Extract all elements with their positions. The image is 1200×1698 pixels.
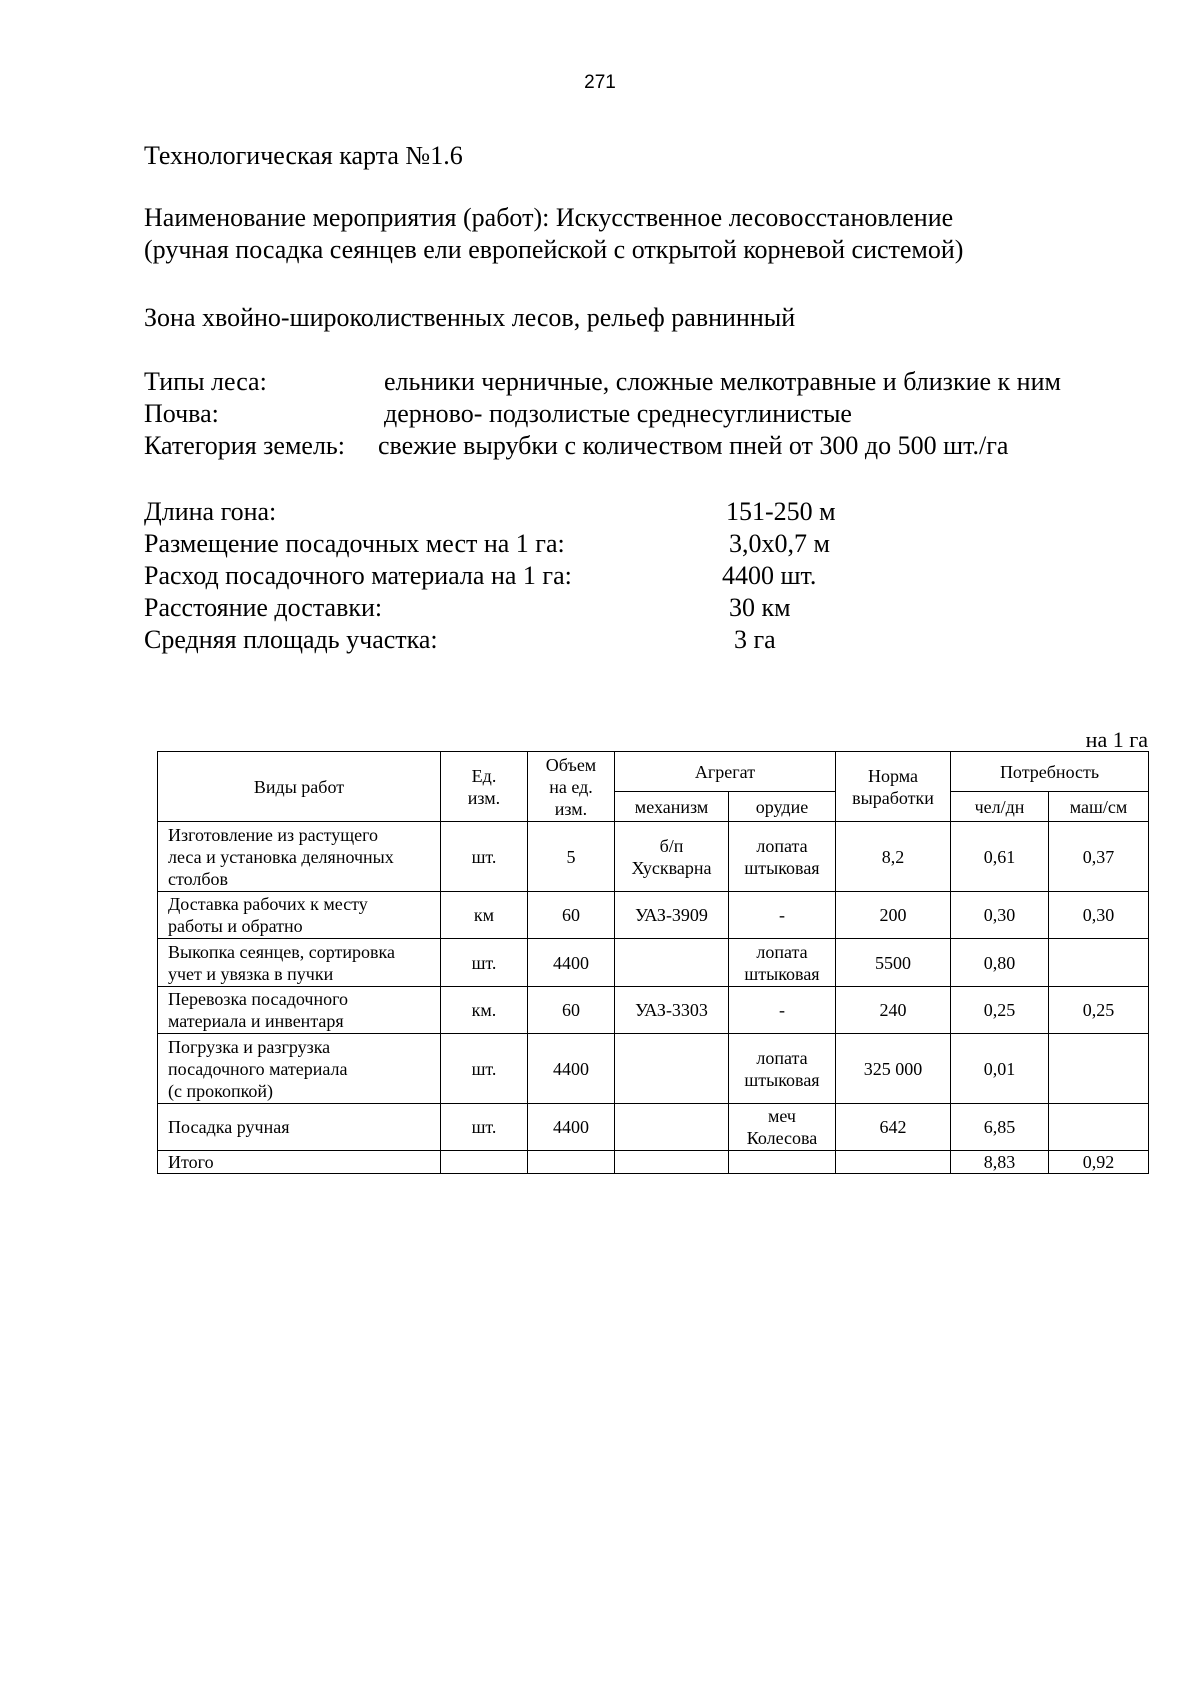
header-aggregate: Агрегат [615, 752, 836, 792]
site-value: дерново- подзолистые среднесуглинистые [384, 399, 852, 428]
site-conditions [144, 366, 1144, 462]
param-row [144, 528, 1044, 560]
param-label: Расстояние доставки: [144, 593, 383, 622]
cell-unit: шт. [441, 1034, 528, 1104]
header-line: изм. [554, 798, 588, 819]
cell-tool [729, 939, 836, 987]
work-table [157, 751, 1149, 1174]
header-line: изм. [467, 787, 501, 808]
site-value: свежие вырубки с количеством пней от 300 до 500 шт./га [378, 431, 1009, 460]
param-row [144, 496, 1044, 528]
cell-machine-shifts: 0,30 [1049, 892, 1149, 939]
cell-empty [441, 1151, 528, 1174]
cell-unit: км. [441, 987, 528, 1034]
cell-mechanism: УАЗ-3909 [615, 892, 729, 939]
param-value: 30 км [729, 593, 791, 622]
site-row-soil [144, 398, 1144, 430]
param-row [144, 624, 1044, 656]
table-row [158, 892, 1149, 939]
cell-machine-shifts [1049, 939, 1149, 987]
cell-line: Перевозка посадочного [168, 989, 349, 1009]
cell-person-days: 0,01 [951, 1034, 1049, 1104]
cell-line: штыковая [744, 963, 820, 984]
cell-line: лопата [756, 941, 808, 962]
header-work-types: Виды работ [158, 752, 441, 822]
cell-machine-shifts [1049, 1104, 1149, 1151]
table-total-row [158, 1151, 1149, 1174]
cell-volume: 60 [528, 892, 615, 939]
cell-empty [836, 1151, 951, 1174]
cell-line: Хускварна [631, 857, 712, 878]
header-line: Объем [545, 754, 597, 775]
cell-line: б/п [659, 835, 684, 856]
cell-person-days: 6,85 [951, 1104, 1049, 1151]
param-label: Расход посадочного материала на 1 га: [144, 561, 572, 590]
param-value: 3,0х0,7 м [729, 529, 830, 558]
cell-line: Погрузка и разгрузка [168, 1036, 331, 1057]
cell-line: леса и установка деляночных [168, 846, 394, 867]
param-label: Средняя площадь участка: [144, 625, 438, 654]
table-row [158, 1034, 1149, 1104]
per-hectare-note: на 1 га [1085, 727, 1148, 752]
table-row [158, 939, 1149, 987]
cell-machine-shifts: 0,37 [1049, 822, 1149, 892]
activity-name-line-1: Наименование мероприятия (работ): Искусственное лесовосстановление [144, 203, 954, 232]
cell-line: (с прокопкой) [168, 1080, 274, 1101]
site-row-forest-types [144, 366, 1144, 398]
cell-line: столбов [168, 868, 229, 889]
site-label: Типы леса: [144, 367, 267, 396]
cell-tool [729, 1104, 836, 1151]
cell-line: Изготовление из растущего [168, 824, 379, 845]
cell-empty [729, 1151, 836, 1174]
site-label: Почва: [144, 399, 219, 428]
cell-machine-shifts [1049, 1034, 1149, 1104]
cell-line: работы и обратно [168, 916, 303, 936]
cell-empty [615, 1151, 729, 1174]
cell-volume: 4400 [528, 1034, 615, 1104]
header-norm [836, 752, 951, 822]
cell-total-person-days: 8,83 [951, 1151, 1049, 1174]
cell-tool: - [729, 892, 836, 939]
site-row-land-category [144, 430, 1144, 462]
cell-unit: шт. [441, 1104, 528, 1151]
cell-unit: км [441, 892, 528, 939]
cell-volume: 5 [528, 822, 615, 892]
cell-work [158, 892, 441, 939]
cell-norm: 5500 [836, 939, 951, 987]
cell-mechanism: УАЗ-3303 [615, 987, 729, 1034]
table-row [158, 822, 1149, 892]
cell-mechanism [615, 822, 729, 892]
cell-norm: 642 [836, 1104, 951, 1151]
cell-norm: 8,2 [836, 822, 951, 892]
cell-line: штыковая [744, 1069, 820, 1090]
cell-line: учет и увязка в пучки [168, 963, 334, 984]
table-header-row [158, 752, 1149, 792]
cell-line: штыковая [744, 857, 820, 878]
cell-line: Колесова [746, 1128, 818, 1148]
param-value: 151-250 м [726, 497, 836, 526]
header-unit [441, 752, 528, 822]
header-person-days: чел/дн [951, 792, 1049, 822]
cell-norm: 200 [836, 892, 951, 939]
cell-volume: 4400 [528, 1104, 615, 1151]
cell-line: Доставка рабочих к месту [168, 894, 368, 914]
cell-work [158, 987, 441, 1034]
cell-person-days: 0,61 [951, 822, 1049, 892]
cell-mechanism [615, 1034, 729, 1104]
cell-volume: 60 [528, 987, 615, 1034]
table-row [158, 1104, 1149, 1151]
cell-line: Выкопка сеянцев, сортировка [168, 941, 395, 962]
header-line: Ед. [471, 765, 497, 786]
cell-total-machine-shifts: 0,92 [1049, 1151, 1149, 1174]
param-label: Длина гона: [144, 497, 277, 526]
cell-person-days: 0,25 [951, 987, 1049, 1034]
cell-tool: - [729, 987, 836, 1034]
cell-person-days: 0,80 [951, 939, 1049, 987]
document-title: Технологическая карта №1.6 [144, 141, 463, 170]
param-value: 4400 шт. [722, 561, 817, 590]
header-need: Потребность [951, 752, 1149, 792]
work-parameters [144, 496, 1044, 656]
header-machine-shifts: маш/см [1049, 792, 1149, 822]
param-label: Размещение посадочных мест на 1 га: [144, 529, 565, 558]
header-mechanism: механизм [615, 792, 729, 822]
cell-mechanism [615, 1104, 729, 1151]
cell-work [158, 939, 441, 987]
cell-unit: шт. [441, 822, 528, 892]
cell-norm: 240 [836, 987, 951, 1034]
cell-total-label: Итого [158, 1151, 441, 1174]
cell-line: лопата [756, 835, 808, 856]
header-volume [528, 752, 615, 822]
param-value: 3 га [734, 625, 776, 654]
forest-zone: Зона хвойно-широколиственных лесов, рельеф равнинный [144, 303, 796, 332]
cell-work [158, 1034, 441, 1104]
param-row [144, 560, 1044, 592]
activity-name-line-2: (ручная посадка сеянцев ели европейской с открытой корневой системой) [144, 235, 964, 264]
cell-empty [528, 1151, 615, 1174]
cell-volume: 4400 [528, 939, 615, 987]
cell-tool [729, 822, 836, 892]
header-line: Норма [868, 765, 918, 786]
header-tool: орудие [729, 792, 836, 822]
header-line: на ед. [549, 776, 593, 797]
cell-mechanism [615, 939, 729, 987]
cell-line: посадочного материала [168, 1058, 348, 1079]
cell-person-days: 0,30 [951, 892, 1049, 939]
cell-line: лопата [756, 1047, 808, 1068]
site-value: ельники черничные, сложные мелкотравные и близкие к ним [384, 367, 1061, 396]
header-line: выработки [852, 787, 934, 808]
cell-norm: 325 000 [836, 1034, 951, 1104]
param-row [144, 592, 1044, 624]
cell-line: материала и инвентаря [168, 1011, 344, 1031]
cell-machine-shifts: 0,25 [1049, 987, 1149, 1034]
activity-name [144, 202, 963, 266]
cell-unit: шт. [441, 939, 528, 987]
cell-line: меч [768, 1106, 796, 1126]
cell-work [158, 822, 441, 892]
table-row [158, 987, 1149, 1034]
cell-tool [729, 1034, 836, 1104]
cell-work: Посадка ручная [158, 1104, 441, 1151]
page-number: 271 [584, 72, 616, 93]
site-label: Категория земель: [144, 431, 346, 460]
